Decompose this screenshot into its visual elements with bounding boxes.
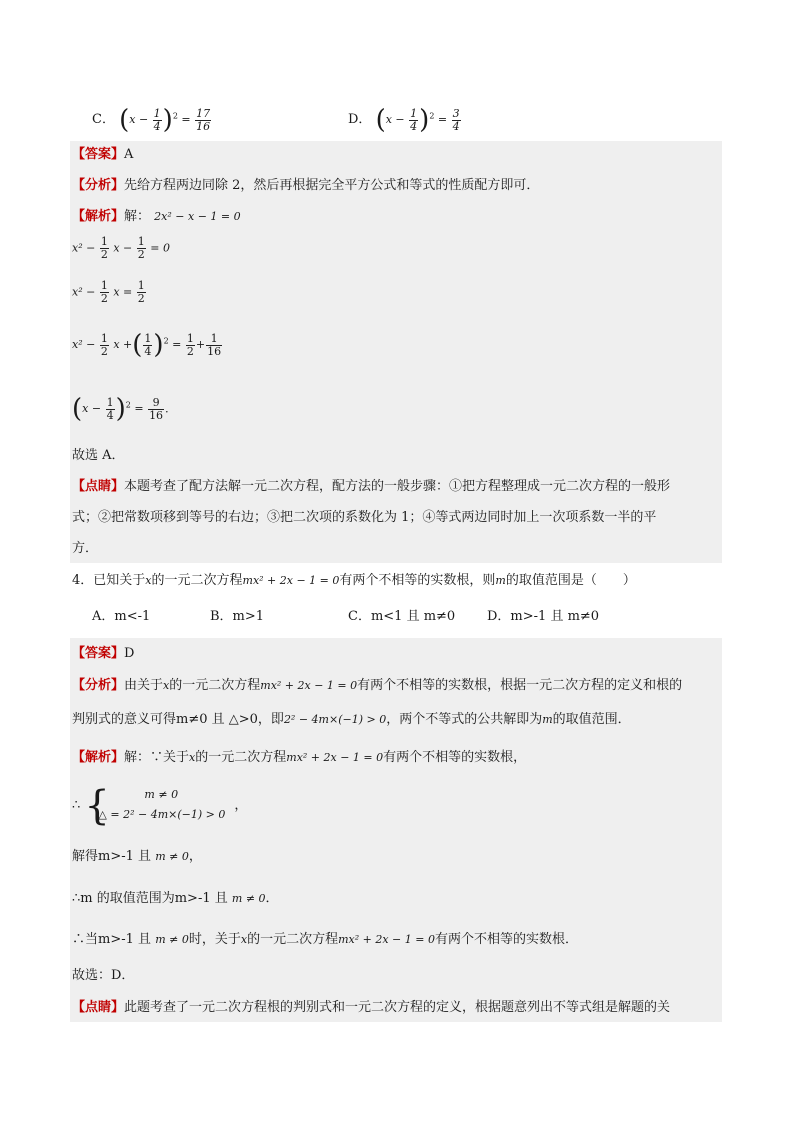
frac-quarter: $\frac{1}{4}$ [410, 106, 418, 133]
comment-tag: 【点睛】 [72, 479, 125, 494]
q4-solution-block [70, 638, 722, 1022]
option-c-expression: (x − $\frac{1}{4}$ )$^2$ = $\frac{17}{16}$ [119, 105, 211, 135]
q4-choose: 故选：D． [72, 968, 135, 983]
analysis-text: 先给方程两边同除 2，然后再根据完全平方公式和等式的性质配方即可． [124, 178, 540, 193]
analysis-tag: 【分析】 [72, 178, 125, 193]
q4-option-c: C．m<1 且 m≠0 [348, 609, 456, 624]
comment-text: 本题考查了配方法解一元二次方程，配方法的一般步骤：①把方程整理成一元二次方程的一般形 [124, 479, 671, 494]
q3-comment-l2: 式；②把常数项移到等号的右边；③把二次项的系数化为 1；④等式两边同时加上一次项系数一半的平 [72, 510, 657, 525]
q3-analysis [72, 177, 539, 195]
q3-answer [72, 146, 133, 164]
frac-quarter: $\frac{1}{4}$ [153, 106, 161, 133]
q4-option-a: A．m<-1 [92, 609, 151, 624]
q4-option-d: D．m>-1 且 m≠0 [487, 609, 600, 624]
answer-tag: 【答案】 [72, 147, 125, 162]
option-c [92, 107, 212, 133]
solution-tag: 【解析】 [72, 209, 125, 224]
q4-system: ∴ { m ≠ 0 △ = 2² − 4m×(−1) > 0 ， [72, 783, 248, 829]
option-c-label: C． [92, 112, 115, 127]
q4-analysis-l2: 判别式的意义可得m≠0 且 △>0，即2² − 4m×(−1) > 0，两个不等式的公共解即为m的取值范围． [72, 712, 631, 727]
q3-step1: x² − $\frac{1}{2}$ x − $\frac{1}{2}$ = 0 [72, 235, 170, 261]
q4-when: ∴当m>-1 且 m ≠ 0时，关于x的一元二次方程mx² + 2x − 1 = 0有两个不相等的实数根． [72, 932, 578, 947]
q4-analysis-l1: 【分析】由关于x的一元二次方程mx² + 2x − 1 = 0有两个不相等的实数根，根据一元二次方程的定义和根的 [72, 678, 683, 693]
q3-step3: x² − $\frac{1}{2}$ x +( $\frac{1}{4}$ )$^2$ = $\frac{1}{2}$ + $\frac{1}{16}$ [72, 330, 222, 360]
q4-comment: 【点睛】此题考查了一元二次方程根的判别式和一元二次方程的定义，根据题意列出不等式组是解题的关 [72, 1000, 671, 1015]
q3-comment-l1 [72, 478, 670, 496]
q4-range: ∴m 的取值范围为m>-1 且 m ≠ 0． [72, 891, 279, 906]
equation: 2x² − x − 1 = 0 [154, 210, 241, 223]
option-d-expression: (x − $\frac{1}{4}$ )$^2$ = $\frac{3}{4}$ [375, 105, 460, 135]
frac-17-16: $\frac{17}{16}$ [196, 106, 211, 133]
answer-value: A [124, 147, 134, 162]
q3-step2: x² − $\frac{1}{2}$ x = $\frac{1}{2}$ [72, 279, 145, 305]
option-d [348, 107, 462, 133]
q4-solved: 解得m>-1 且 m ≠ 0， [72, 849, 202, 864]
frac-3-4: $\frac{3}{4}$ [452, 106, 460, 133]
option-d-label: D． [348, 112, 372, 127]
solution-intro: 解： [124, 209, 151, 224]
q3-step4: (x − $\frac{1}{4}$ )$^2$ = $\frac{9}{16}$ ． [72, 394, 177, 424]
brace-icon: { [84, 783, 110, 829]
q4-option-b: B．m>1 [210, 609, 265, 624]
q4-solution-head: 【解析】解：∵关于x的一元二次方程mx² + 2x − 1 = 0有两个不相等的实数根， [72, 750, 527, 765]
inequality-system: { m ≠ 0 △ = 2² − 4m×(−1) > 0 [84, 783, 226, 829]
q3-solution-head [72, 208, 241, 226]
q4-stem: 4．已知关于x的一元二次方程mx² + 2x − 1 = 0有两个不相等的实数根，则m的取值范围是（ ） [72, 573, 636, 588]
q4-answer: 【答案】D [72, 646, 135, 661]
q3-choose: 故选 A． [72, 448, 125, 463]
q3-comment-l3: 方． [72, 541, 99, 556]
